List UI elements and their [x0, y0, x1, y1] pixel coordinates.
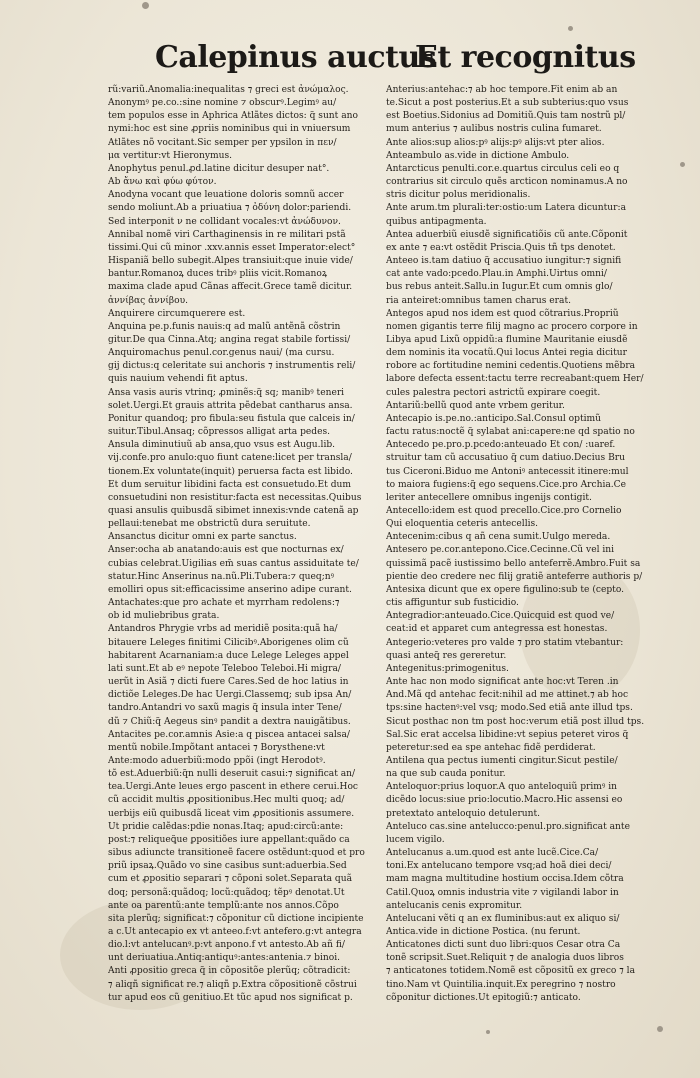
text-line: suitur.Tibul.Ansaq; cõpressos alligat arta pedes.	[108, 427, 331, 438]
text-line: quibus antipagmenta.	[386, 216, 487, 227]
text-line: Antegenitus:primogenitus.	[386, 663, 509, 674]
text-line: Annibal nomẽ viri Carthaginensis in re militari pstã	[108, 229, 346, 240]
wormhole-mark	[142, 2, 149, 9]
text-line: Ante alios:sup alios:pꝰ alijs:pꝰ alijs:vt pter alios.	[386, 137, 605, 148]
text-line: gij dictus:q celeritate sui anchoris ⁊ instrumentis reli/	[108, 361, 356, 372]
text-line: statur.Hinc Anserinus na.nũ.Pli.Tubera:⁊ queq;nꝰ	[108, 571, 335, 582]
text-line: ἀννίβας ἀννίβου.	[108, 295, 189, 306]
text-line: sibus adiuncte transitioneẽ facere ostẽdunt:quod et pro	[108, 848, 365, 859]
text-line: sendo moliunt.Ab a priuatiua ⁊ ὀδύνη dolor:pariendi.	[108, 203, 352, 214]
wormhole-mark	[680, 162, 685, 167]
header-title-right: Et recognitus	[415, 40, 636, 75]
text-line: sita plerũq; significat:⁊ cõponitur cũ dictione incipiente	[108, 913, 364, 924]
text-line: Sed interponit̃ ν ne collidant vocales:vt ἀνώδυνον.	[108, 216, 341, 227]
text-line: Anodyna vocant que leuatione doloris somnũ accer	[108, 190, 344, 201]
text-line: Sicut posthac non tm post hoc:verum etiã post illud tps.	[386, 716, 645, 727]
text-line: na que sub cauda ponitur.	[386, 769, 506, 780]
wormhole-mark	[486, 1030, 490, 1034]
text-line: priũ ipsaꝝ.Quãdo vo sine casibus sunt:aduerbia.Sed	[108, 861, 347, 872]
text-line: Anquiromachus penul.cor.genus naui/ (ma cursu.	[108, 348, 335, 359]
text-line: Anonymꝰ pe.co.:sine nomine ⁊ obscurꝰ.Legimꝰ au/	[108, 98, 337, 109]
text-line: factu ratus:noctẽ q̃ sylabat ani:capere:ne qd spatio no	[386, 427, 635, 438]
text-line: te.Sicut a post posterius.Et a sub subterius:quo vsus	[386, 98, 629, 109]
text-line: tissimi.Qui cũ minor .xxv.annis esset Imperator:elect°	[108, 242, 356, 253]
text-line: labore defecta essent:tactu terre recreabant:quem Her/	[386, 374, 644, 385]
text-line: unt deriuatiua.Antiq:antiquꝰ:antes:antenia.⁊ binoi.	[108, 953, 341, 964]
text-line: tps:sine hactenꝰ:vel vsq; modo.Sed etiã ante illud tps.	[386, 703, 633, 714]
text-line: Catil.Quoꝝ omnis industria vite ⁊ vigilandi labor in	[386, 887, 619, 898]
text-line: Ansula diminutiuũ ab ansa,quo vsus est Augu.lib.	[108, 440, 336, 451]
text-line: Antegradior:anteuado.Cice.Quicquid est quod ve/	[386, 611, 615, 622]
text-line: mentũ nobile.Impõtant antacei ⁊ Borysthene:vt	[108, 742, 325, 753]
text-line: emolliri opus sit:efficacissime anserino adipe curant.	[108, 584, 352, 595]
text-line: bus rebus anteit.Sallu.in Iugur.Et cum omnis glo/	[386, 282, 613, 293]
text-line: gitur.De qua Cinna.Atq; angina regat stabile fortissi/	[108, 334, 351, 345]
text-line: Antegos apud nos idem est quod cõtrarius.Propriũ	[386, 308, 619, 319]
text-line: uerũt in Asiã ⁊ dicti fuere Cares.Sed de hoc latius in	[108, 677, 349, 688]
text-line: rũ:variũ.Anomalia:inequalitas ⁊ greci est ἀνώμαλος.	[108, 85, 349, 95]
text-line: antelucanis cenis expromitur.	[386, 900, 523, 911]
text-line: Ante arum.tm plurali:ter:ostio:um Latera dicuntur:a	[386, 203, 626, 214]
text-line: doq; personã:quãdoq; locũ:quãdoq; tẽpꝰ denotat.Ut	[108, 887, 345, 898]
text-line: quasi anteq̃ res gereretur.	[386, 650, 507, 661]
text-line: tus Ciceroni.Biduo me Antoniꝰ antecessit itinere:mul	[386, 466, 629, 477]
text-line: maxima clade apud Cãnas affecit.Grece tamẽ dicitur.	[108, 282, 353, 293]
text-line: quasi ansulis quibusdã sibimet innexis:vnde catenã ap	[108, 506, 359, 516]
text-line: quis nauium vehendi fit aptus.	[108, 374, 248, 385]
text-line: Antegerio:veteres pro valde ⁊ pro statim vtebantur:	[386, 637, 624, 648]
text-line: Antesero pe.cor.antepono.Cice.Cecinne.Cũ vel ini	[386, 545, 615, 556]
text-line: Ansa vasis auris vtrinq; ꝓminẽs:q̃ sq; manibꝰ teneri	[108, 387, 345, 398]
text-line: cat ante vado:pcedo.Plau.in Amphi.Uirtus omni/	[386, 269, 607, 280]
text-line: Ut pridie calẽdas:pdie nonas.Itaq; apud:circũ:ante:	[108, 821, 344, 832]
text-line: lucem vigilo.	[386, 834, 445, 845]
text-line: Anticatones dicti sunt duo libri:quos Cesar otra Ca	[386, 940, 621, 951]
text-line: ex ante ⁊ ea:vt ostẽdit Priscia.Quis tñ tps denotet.	[386, 242, 616, 253]
text-line: toni.Ex antelucano tempore vsq;ad hoã diei deci/	[386, 861, 612, 872]
text-line: ctis affiguntur sub fusticidio.	[386, 598, 519, 609]
text-line: Anteeo is.tam datiuo q̃ accusatiuo iungitur:⁊ signifi	[386, 256, 622, 267]
text-line: Anophytus penul.ꝓd.latine dicitur desuper nat°.	[108, 163, 330, 174]
text-line: tõ est.Aduerbiũ:q̃n nulli deseruit casui:⁊ significat an/	[108, 769, 356, 780]
text-line: nomen gigantis terre filij magno ac procero corpore in	[386, 321, 638, 332]
text-line: And.Mã qd antehac fecit:nihil ad me attinet.⁊ ab hoc	[386, 690, 629, 701]
text-line: Antecello:idem est quod precello.Cice.pro Cornelio	[386, 506, 622, 516]
text-line: Atlãtes nõ vocitant.Sic semper per ypsilon in πεν/	[108, 137, 337, 148]
text-line: dem nominis ita vocatũ.Qui locus Antei regia dicitur	[386, 348, 627, 359]
text-line: cõponitur dictiones.Ut epitogiũ:⁊ anticato.	[386, 992, 581, 1003]
text-line: est Boetius.Sidonius ad Domitiũ.Quis tam nostrũ pl/	[386, 111, 626, 122]
text-line: Anteambulo as.vide in dictione Ambulo.	[386, 150, 570, 161]
text-line: Anteloquor:prius loquor.A quo anteloquiũ primꝰ in	[386, 782, 618, 793]
text-line: dicẽdo locus:siue prio:locutio.Macro.Hic assensi eo	[386, 795, 623, 806]
text-line: cules palestra pectori astrictũ expirare coegit.	[386, 387, 601, 398]
text-line: Antecedo pe.pro.p.pcedo:anteuado Et con/ :uaref.	[386, 440, 616, 451]
text-line: Antica.vide in dictione Postica. (nu ferunt.	[386, 927, 581, 937]
text-line: Antelucani vẽti q an ex fluminibus:aut ex aliquo si/	[386, 913, 620, 924]
text-line: stris dicitur polus meridionalis.	[386, 190, 531, 201]
text-line: robore ac fortitudine nemini cedentis.Quotiens mẽbra	[386, 361, 636, 372]
text-line: Hispaniã bello subegit.Alpes transiuit:que inuie vide/	[108, 256, 353, 267]
text-line: nymi:hoc est sine ꝓpriis nominibus qui in vniuersum	[108, 124, 351, 135]
text-line: Anser:ocha ab anatando:auis est que nocturnas ex/	[108, 545, 344, 556]
text-line: Ponitur quandoq; pro fibula:seu fistula que calceis in/	[108, 413, 355, 424]
text-line: a c.Ut antecapio ex vt anteeo.f:vt antefero.g:vt antegra	[108, 927, 362, 937]
text-line: contrarius sit circulo quẽs arcticon nominamus.A no	[386, 177, 628, 188]
text-line: lati sunt.Et ab eꝰ nepote Teleboo Teleboi.Hi migra/	[108, 663, 341, 674]
text-line: uerbijs eiũ quibusdã liceat vim ꝓpositionis assumere.	[108, 808, 355, 819]
text-line: Ante:modo aduerbiũ:modo ppõi (ingt Herodotꝰ.	[108, 755, 326, 766]
text-line: Sal.Sic erat accelsa libidine:vt sepius peteret viros q̃	[386, 729, 629, 740]
text-line: dio.l:vt antelucanꝰ.p:vt anpono.f vt antesto.Ab añ fi/	[108, 940, 345, 951]
text-line: Antea aduerbiũ eiusdẽ significatiõis cũ ante.Cõponit̃	[386, 229, 628, 240]
text-line: tea.Uergi.Ante leues ergo pascent in ethere cerui.Hoc	[108, 782, 359, 793]
text-line: struitur tam cũ accusatiuo q̃ cum datiuo.Decius Bru	[386, 453, 625, 464]
text-line: Ab ἄνω καὶ φύω φύτον.	[108, 177, 217, 188]
text-line: solet.Uergi.Et grauis attrita pẽdebat cantharus ansa.	[108, 400, 353, 411]
text-line: cum et ꝓpositio separari ⁊ cõponi solet.Separata quã	[108, 874, 353, 885]
text-line: ceat:id et apparet cum antegressa est honestas.	[386, 624, 608, 635]
text-line: dictiõe Leleges.De hac Uergi.Classemq; sub ipsa An/	[108, 690, 352, 701]
text-line: Ante hac non modo significat ante hoc:vt Teren .in	[386, 677, 619, 688]
text-line: Antacites pe.cor.amnis Asie:a q piscea antacei salsa/	[108, 729, 350, 740]
text-line: peteretur:sed ea spe antehac fidẽ perdiderat.	[386, 742, 596, 753]
text-line: Antecenim:cibus q añ cena sumit.Uulgo mereda.	[386, 532, 611, 543]
text-line: Antarcticus penulti.cor.e.quartus circulus celi eo q	[386, 163, 620, 174]
text-line: pellaui:tenebat me obstrictũ dura seruitute.	[108, 519, 311, 530]
text-line: Antecapio is.pe.no.:anticipo.Sal.Consul optimũ	[386, 413, 602, 424]
text-line: cubias celebrat.Uigilias em̃ suas cantus assiduitate te/	[108, 558, 359, 569]
header-title-left: Calepinus auctus	[155, 40, 437, 75]
text-line: Antelucanus a.um.quod est ante lucẽ.Cice.Ca/	[386, 848, 599, 859]
text-line: Antariũ:bellũ quod ante vrbem geritur.	[386, 400, 565, 411]
text-line: tionem.Ex voluntate(inquit) peruersa facta est libido.	[108, 466, 353, 477]
text-line: Anterius:antehac:⁊ ab hoc tempore.Fit enim ab an	[386, 85, 618, 95]
text-line: Antesixa dicunt que ex opere figulino:sub te (cepto.	[386, 584, 625, 595]
text-line: mum anterius ⁊ aulibus nostris culina fumaret.	[386, 124, 602, 135]
text-line: μα vertitur:vt Hieronymus.	[108, 150, 233, 161]
text-line: post:⁊ reliqueꝗ̃ue ꝑpositiões iure appellant:quãdo ca	[108, 834, 350, 845]
text-line: Anti ꝓpositio greca q̃ in cõpositõe plerũq; cõtradicit:	[108, 966, 351, 977]
text-line: tem populos esse in Aphrica Atlãtes dictos: q̃ sunt ano	[108, 111, 358, 122]
text-line: habitarent Acarnaniam:a duce Lelege Leleges appel	[108, 650, 349, 661]
text-line: tandro.Antandri vo saxũ magis q̃ insula inter Tene/	[108, 703, 342, 714]
text-line: Qui eloquentia ceteris antecellis.	[386, 519, 539, 530]
right-text-column	[386, 84, 662, 1005]
text-line: consuetudini non resistitur:facta est necessitas.Quibus	[108, 492, 362, 503]
wormhole-mark	[657, 1026, 663, 1032]
text-line: Anquina pe.p.funis nauis:q ad malũ antẽnã cõstrin	[108, 321, 341, 332]
text-line: Anteluco cas.sine antelucco:penul.pro.significat ante	[386, 821, 630, 832]
text-line: ⁊ anticatones totidem.Nomẽ est cõpositũ ex greco ⁊ la	[386, 966, 636, 977]
text-line: pientie deo credere nec filij gratiẽ anteferre authoris p/	[386, 571, 643, 582]
text-line: Antilena qua pectus iumenti cingitur.Sicut pestile/	[386, 755, 618, 766]
text-line: bantur.Romanoꝝ duces tribꝰ pliis vicit.Romanoꝝ	[108, 269, 328, 280]
text-line: pretextato anteloquio detulerunt.	[386, 808, 541, 819]
text-line: bitauere Leleges finitimi Cilicibꝰ.Aborigenes olim cũ	[108, 637, 349, 648]
text-line: tur apud eos cũ genitiuo.Et tũc apud nos significat p.	[108, 992, 353, 1003]
text-line: mam magna multitudine hostium occisa.Idem cõtra	[386, 874, 624, 885]
text-line: Antachates:que pro achate et myrrham redolens:⁊	[108, 598, 340, 609]
text-line: tino.Nam vt Quintilia.inquit.Ex peregrino ⁊ nostro	[386, 979, 616, 990]
text-line: to maiora fugiens:q̃ ego sequens.Cice.pro Archia.Ce	[386, 479, 627, 490]
text-line: ob id muliebribus grata.	[108, 611, 220, 622]
text-line: Anquirere circumquerere est.	[108, 308, 246, 319]
text-line: leriter antecellere omnibus ingenijs contigit.	[386, 492, 592, 503]
text-line: Ansanctus dicitur omni ex parte sanctus.	[108, 532, 297, 543]
text-line: quissimã pacẽ iustissimo bello anteferrẽ.Ambro.Fuit sa	[386, 558, 641, 569]
text-line: Libya apud Lixũ oppidũ:a flumine Mauritanie eiusdẽ	[386, 334, 628, 345]
text-line: cũ accidit multis ꝓpositionibus.Hec multi quoq; ad/	[108, 795, 345, 806]
text-line: ria anteiret:omnibus tamen charus erat.	[386, 295, 571, 306]
text-line: dũ ⁊ Chiũ:q̃ Aegeus sinꝰ pandit a dextra nauigãtibus.	[108, 716, 351, 727]
left-text-column	[108, 84, 380, 1005]
text-line: tonẽ scripsit.Suet.Reliquit ⁊ de analogia duos libros	[386, 953, 624, 964]
text-line: Antandros Phrygie vrbs ad meridiẽ posita:quã ha/	[108, 624, 338, 635]
text-line: vij.confe.pro anulo:quo fiunt catene:licet per transla/	[108, 453, 352, 464]
text-line: Et dum seruitur libidini facta est consuetudo.Et dum	[108, 479, 352, 490]
wormhole-mark	[568, 26, 573, 31]
text-line: ⁊ aliqñ significat re.⁊ aliqñ p.Extra cõpositionẽ cõstrui	[108, 979, 357, 990]
text-line: ante oa parentũ:ante templũ:ante nos annos.Cõpo	[108, 900, 339, 911]
running-header	[0, 38, 700, 82]
